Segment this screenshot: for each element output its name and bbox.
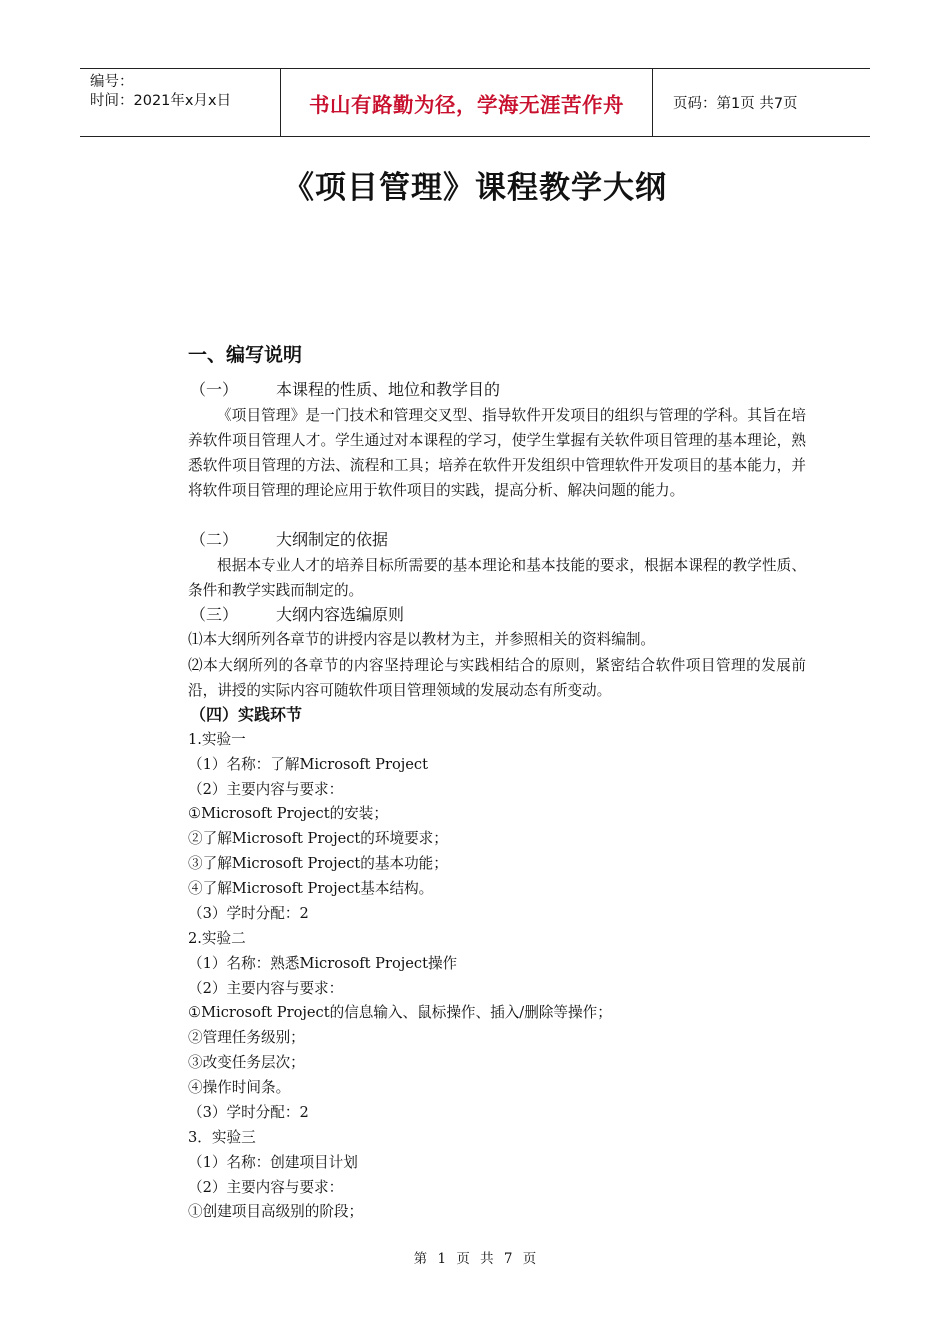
subsection-1-paragraph: 《项目管理》是一门技术和管理交叉型、指导软件开发项目的组织与管理的学科。其旨在培养软件项目管理人才。学生通过对本课程的学习，使学生掌握有关软件项目管理的基本理论，熟悉软件项目管理的方法、流程和工具；培养在软件开发组织中管理软件开发项目的基本能力，并将软件项目管理的理论应用于软件项目的实践，提高分析、解决问题的能力。: [188, 407, 806, 499]
experiment-line: ④了解Microsoft Project基本结构。: [188, 880, 434, 897]
document-title: 《项目管理》课程教学大纲: [283, 170, 667, 206]
experiment-line: （2）主要内容与要求：: [188, 1179, 344, 1196]
experiment-line: （1）名称：熟悉Microsoft Project操作: [188, 955, 458, 972]
time-label: 时间：2021年x月x日: [90, 93, 232, 109]
subsection-title: 本课程的性质、地位和教学目的: [276, 380, 501, 399]
subsection-2-paragraph: 根据本专业人才的培养目标所需要的基本理论和基本技能的要求，根据本课程的教学性质、条件和教学实践而制定的。: [188, 557, 806, 599]
subsection-title: 大纲制定的依据: [276, 530, 389, 549]
subsection-1-heading: [190, 379, 500, 401]
experiment-line: （1）名称：创建项目计划: [188, 1154, 358, 1171]
experiment-line: 1.实验一: [188, 731, 246, 748]
number-label: 编号：: [90, 74, 134, 90]
subsection-number: （二）: [190, 530, 239, 549]
experiment-line: （3）学时分配：2: [188, 905, 309, 922]
experiment-line: （1）名称：了解Microsoft Project: [188, 756, 428, 773]
subsection-3-heading: [190, 604, 404, 626]
section-heading: 一、编写说明: [188, 344, 303, 366]
experiment-line: （2）主要内容与要求：: [188, 781, 344, 798]
experiment-line: （2）主要内容与要求：: [188, 980, 344, 997]
experiment-line: ②管理任务级别；: [188, 1029, 305, 1046]
header-page-label: [663, 69, 870, 136]
experiment-line: 3．实验三: [188, 1129, 256, 1146]
subsection-4-heading: （四）实践环节: [190, 705, 303, 724]
header-motto: 书山有路勤为径，学海无涯苦作舟: [281, 69, 653, 136]
principle-item-2: ⑵本大纲所列的各章节的内容坚持理论与实践相结合的原则，紧密结合软件项目管理的发展前沿，讲授的实际内容可随软件项目管理领域的发展动态有所变动。: [188, 657, 806, 699]
experiment-line: ①创建项目高级别的阶段；: [188, 1203, 364, 1220]
experiment-line: （3）学时分配：2: [188, 1104, 309, 1121]
subsection-number: （一）: [190, 380, 239, 399]
subsection-2-heading: [190, 529, 388, 551]
page-footer: 第 1 页 共 7 页: [413, 1251, 537, 1267]
subsection-number: （三）: [190, 605, 239, 624]
page-label-text: 页码：第1页 共7页: [673, 96, 798, 112]
experiment-line: ③改变任务层次；: [188, 1054, 305, 1071]
subsection-title: 大纲内容选编原则: [276, 605, 405, 624]
experiment-line: ①Microsoft Project的信息输入、鼠标操作、插入/删除等操作；: [188, 1004, 612, 1021]
experiment-line: ③了解Microsoft Project的基本功能；: [188, 855, 448, 872]
experiment-line: ④操作时间条。: [188, 1079, 291, 1096]
principle-item-1: ⑴本大纲所列各章节的讲授内容是以教材为主，并参照相关的资料编制。: [188, 631, 656, 648]
experiment-line: ①Microsoft Project的安装；: [188, 805, 388, 822]
header-info-cell: [80, 69, 281, 136]
header-table: [80, 68, 870, 137]
experiment-line: 2.实验二: [188, 930, 246, 947]
experiment-line: ②了解Microsoft Project的环境要求；: [188, 830, 448, 847]
